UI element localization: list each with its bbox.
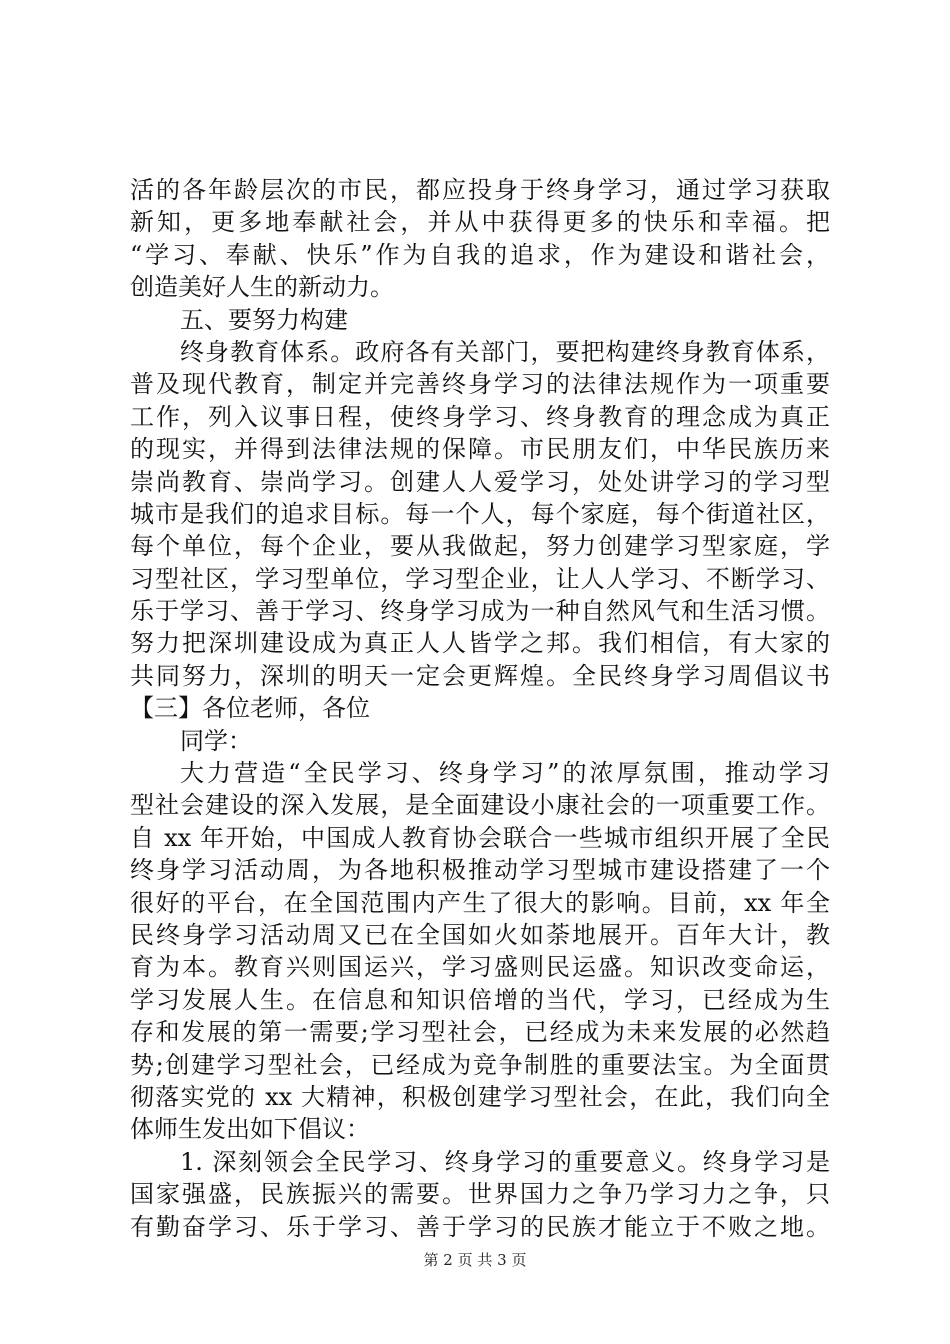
page-footer: 第 2 页 共 3 页 [423, 1251, 527, 1269]
text-line: 【三】各位老师，各位 [130, 694, 370, 723]
text-line: 学习发展人生。在信息和知识倍增的当代，学习，已经成为生 [130, 985, 830, 1014]
text-line: 有勤奋学习、乐于学习、善于学习的民族才能立于不败之地。 [130, 1212, 830, 1241]
text-line: 新知，更多地奉献社会，并从中获得更多的快乐和幸福。把 [130, 208, 830, 237]
text-line: “学习、奉献、快乐”作为自我的追求，作为建设和谐社会， [130, 240, 830, 269]
text-line: 体师生发出如下倡议： [130, 1115, 370, 1144]
text-line: 存和发展的第一需要;学习型社会，已经成为未来发展的必然趋 [130, 1018, 830, 1047]
text-line: 五、要努力构建 [180, 305, 348, 334]
text-line: 努力把深圳建设成为真正人人皆学之邦。我们相信，有大家的 [130, 629, 830, 658]
text-line: 势;创建学习型社会，已经成为竞争制胜的重要法宝。为全面贯 [130, 1050, 830, 1079]
text-line: 育为本。教育兴则国运兴，学习盛则民运盛。知识改变命运， [130, 953, 830, 982]
text-line: 终身教育体系。政府各有关部门，要把构建终身教育体系， [180, 337, 830, 366]
text-line: 终身学习活动周，为各地积极推动学习型城市建设搭建了一个 [130, 856, 830, 885]
text-line: 自 xx 年开始，中国成人教育协会联合一些城市组织开展了全民 [130, 823, 830, 852]
text-line: 普及现代教育，制定并完善终身学习的法律法规作为一项重要 [130, 370, 830, 399]
text-line: 创造美好人生的新动力。 [130, 273, 394, 302]
text-line: 工作，列入议事日程，使终身学习、终身教育的理念成为真正 [130, 402, 830, 431]
text-line: 民终身学习活动周又已在全国如火如荼地展开。百年大计，教 [130, 920, 830, 949]
text-line: 共同努力，深圳的明天一定会更辉煌。全民终身学习周倡议书 [130, 661, 830, 690]
text-line: 活的各年龄层次的市民，都应投身于终身学习，通过学习获取 [130, 176, 830, 204]
text-line: 大力营造“全民学习、终身学习”的浓厚氛围，推动学习 [180, 759, 830, 788]
text-line: 崇尚教育、崇尚学习。创建人人爱学习，处处讲学习的学习型 [130, 467, 830, 496]
text-line: 习型社区，学习型单位，学习型企业，让人人学习、不断学习、 [130, 564, 830, 593]
text-line: 1. 深刻领会全民学习、终身学习的重要意义。终身学习是 [180, 1147, 830, 1176]
document-body [130, 174, 830, 1243]
text-line: 国家强盛，民族振兴的需要。世界国力之争乃学习力之争，只 [130, 1180, 830, 1209]
text-line: 的现实，并得到法律法规的保障。市民朋友们，中华民族历来 [130, 435, 830, 464]
text-line: 城市是我们的追求目标。每一个人，每个家庭，每个街道社区， [130, 499, 830, 528]
text-line: 型社会建设的深入发展，是全面建设小康社会的一项重要工作。 [130, 791, 830, 820]
text-line: 乐于学习、善于学习、终身学习成为一种自然风气和生活习惯。 [130, 597, 830, 626]
text-line: 每个单位，每个企业，要从我做起，努力创建学习型家庭，学 [130, 532, 830, 561]
text-line: 很好的平台，在全国范围内产生了很大的影响。目前，xx 年全 [130, 888, 830, 917]
text-line: 彻落实党的 xx 大精神，积极创建学习型社会，在此，我们向全 [130, 1082, 830, 1111]
text-line: 同学： [180, 726, 252, 755]
